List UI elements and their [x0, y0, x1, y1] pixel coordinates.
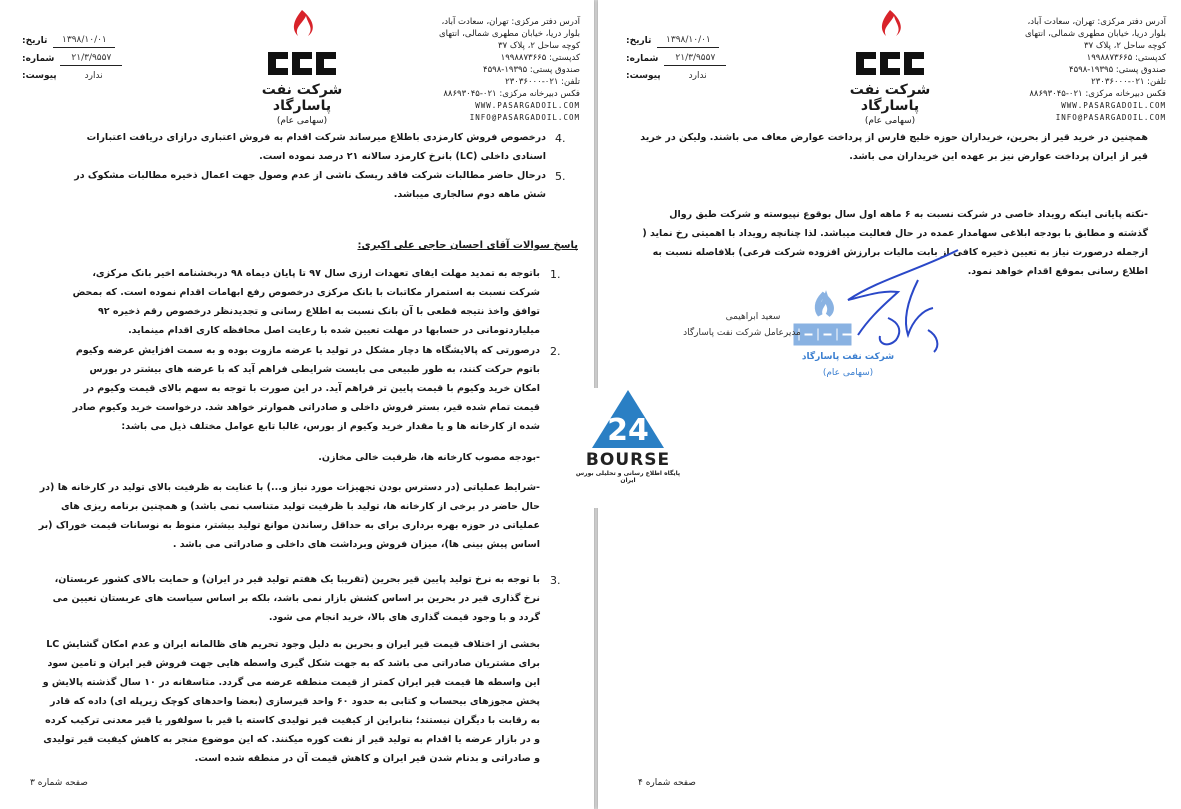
po-box: ۱۹۳۹۵-۴۵۹۸ — [483, 65, 528, 75]
postal-code-label: کدپستی: — [549, 53, 580, 63]
item-5-text: درحال حاضر مطالبات شرکت فاقد ریسک ناشی از عدم وصول جهت اعمال ذخیره مطالبات مشکوک در شش ماهه دوم سالجاری میباشد. — [74, 170, 546, 200]
email-link[interactable]: INFO@PASARGADOIL.COM — [469, 113, 580, 122]
company-logo — [820, 8, 960, 126]
question-2-text: درصورتی که پالایشگاه ها دچار مشکل در تولید یا عرضه مازوت بوده و به سمت افزایش عرضه وکیوم باتوم حرکت کنند، به طور طبیعی می بایست شرایطی فراهم آید که با عرضه های بیشتر در بورس امکان خرید وکیوم با قیمت پایین تر فراهم آید. در این صورت با توجه به سهم بالای قیمت وکیوم در قیمت تمام شده قیر، بستر فروش داخلی و صادراتی هموارتر خواهد شد. درخواست خرید وکیوم صادر شده از کارخانه ها و یا مقدار خرید وکیوم از بورس، غالبا تابع عوامل مختلف ذیل می باشد: — [72, 345, 540, 432]
address-line-1: آدرس دفتر مرکزی: تهران، سعادت آباد، — [1027, 17, 1166, 27]
item-5-number: 5. — [555, 170, 566, 183]
watermark-name: BOURSE — [585, 450, 671, 470]
fax: ۰۲۱-۸۸۶۹۳۰۴۵ — [1029, 89, 1083, 99]
attachment-value: ندارد — [84, 71, 103, 81]
postal-code-label: کدپستی: — [1135, 53, 1166, 63]
company-name: شرکت نفت پاسارگاد — [849, 82, 931, 114]
website-link[interactable]: WWW.PASARGADOIL.COM — [475, 101, 580, 110]
signer-name: سعید ابراهیمی — [725, 312, 781, 322]
page-number-3: صفحه شماره ۳ — [30, 778, 88, 788]
pasargad-flame-logo-icon — [262, 8, 342, 80]
page-number-4: صفحه شماره ۴ — [638, 778, 696, 788]
address-line-3: کوچه ساحل ۲، پلاک ۳۷ — [1084, 41, 1166, 51]
stamp-subtitle: (سهامی عام) — [822, 368, 874, 378]
number-value: ۲۱/۳/۹۵۵۷ — [60, 52, 122, 66]
question-3-continuation: بخشی از اختلاف قیمت قیر ایران و بحرین به دلیل وجود تحریم های ظالمانه ایران و عدم امکان گشایش LC برای مشتریان صادراتی می باشد که به جهت شکل گیری واسطه هایی جهت فروش قیر ایران و تامین سود این واسطه ها قیمت قیر ایران کمتر از قیمت منطقه عرضه می گردد. متاسفانه در ۱۰ سال گذشته پالایش و پخش مجوزهای بیحساب و کتابی به حدود ۶۰ واحد قیرسازی (بعضا واحدهای کوچک زیرپله ای) داده که قادر به رقابت با دیگران نیستند؛ بنابراین از کیفیت قیر تولیدی کاسته یا قیر با سولفور یا قیر معدنی ترکیب کرده و در بازار عرضه یا اقدام به تولید قیر از نفت کوره میکنند. که این موضوع منجر به کاهش کیفیت قیر تولیدی و صادراتی و بدنام شدن قیر ایران و کاهش قیمت آن در منطقه شده است. — [42, 639, 540, 764]
number-label: شماره: — [626, 53, 659, 64]
address-line-2: بلوار دریا، خیابان مطهری شمالی، انتهای — [1024, 29, 1166, 39]
paragraph-final-note: -نکته پایانی اینکه رویداد خاصی در شرکت نسبت به ۶ ماهه اول سال بوقوع نپیوسته و شرکت طبق روال گذشته و مطابق با بودجه ابلاغی سهامدار عمده در حال فعالیت میباشد. لذا چنانچه رویداد با اهمیتی رخ نماید ( ازجمله درصورت نیاز به تعیین ذخیره کافی از بابت مالیات برارزش افزوده شرکت فرعی) بلافاصله نسبت به اطلاع رسانی بموقع اقدام خواهد نمود. — [642, 209, 1148, 277]
paragraph-bahrain-duties: همچنین در خرید قیر از بحرین، خریداران حوزه خلیج فارس از پرداخت عوارض معاف می باشند. ولیکن در خرید قیر از ایران پرداخت عوارض نیز بر عهده این خریداران می باشد. — [640, 132, 1148, 162]
bullet-1: -بودجه مصوب کارخانه ها، ظرفیت خالی مخازن. — [318, 452, 540, 463]
attachment-label: پیوست: — [22, 71, 57, 81]
phone: ۰۲۱-۲۳۰۳۶۰۰۰ — [1091, 77, 1145, 87]
phone: ۰۲۱-۲۳۰۳۶۰۰۰ — [505, 77, 559, 87]
date-value: ۱۳۹۸/۱۰/۰۱ — [53, 34, 115, 48]
fax: ۰۲۱-۸۸۶۹۳۰۴۵ — [443, 89, 497, 99]
document-meta — [626, 34, 738, 83]
attachment-label: پیوست: — [626, 71, 661, 81]
watermark-tagline: پایگاه اطلاع رسانی و تحلیلی بورس ایران — [575, 470, 681, 484]
bourse24-logo-icon — [588, 388, 668, 450]
question-2-number: 2. — [550, 345, 561, 358]
signer-title: مدیرعامل شرکت نفت پاسارگاد — [683, 328, 801, 338]
phone-label: تلفن: — [1147, 77, 1166, 87]
answers-heading: پاسخ سوالات آقای احسان حاجی علی اکبری: — [357, 240, 578, 251]
po-box: ۱۹۳۹۵-۴۵۹۸ — [1069, 65, 1114, 75]
number-value: ۲۱/۳/۹۵۵۷ — [664, 52, 726, 66]
phone-label: تلفن: — [561, 77, 580, 87]
postal-code: ۱۹۹۸۸۷۳۶۶۵ — [1086, 53, 1133, 63]
attachment-value: ندارد — [688, 71, 707, 81]
date-value: ۱۳۹۸/۱۰/۰۱ — [657, 34, 719, 48]
po-box-label: صندوق پستی: — [529, 65, 580, 75]
question-3-text: با توجه به نرخ تولید پایین قیر بحرین (تقریبا یک هفتم تولید قیر در ایران) و حمایت بالای کشور عربستان، نرخ گذاری قیر در بحرین بر اساس کشش بازار نمی باشد، بلکه بر اساس سیاست های عربستان تعیین می گردد و با وجود قیمت گذاری های بالا، خرید انجام می شود. — [52, 574, 540, 623]
address-line-1: آدرس دفتر مرکزی: تهران، سعادت آباد، — [441, 17, 580, 27]
address-line-3: کوچه ساحل ۲، پلاک ۳۷ — [498, 41, 580, 51]
page-4 — [598, 0, 1181, 809]
number-label: شماره: — [22, 53, 55, 64]
document-meta — [22, 34, 134, 83]
address-line-2: بلوار دریا، خیابان مطهری شمالی، انتهای — [438, 29, 580, 39]
stamp-company-name: شرکت نفت پاسارگاد — [801, 352, 895, 362]
company-address — [410, 16, 580, 124]
item-4-number: 4. — [555, 132, 566, 145]
fax-label: فکس دبیرخانه مرکزی: — [499, 89, 580, 99]
item-4-text: درخصوص فروش کارمزدی باطلاع میرساند شرکت اقدام به فروش اعتباری درازای دریافت اعتبارات اسنادی داخلی (LC) بانرخ کارمزد سالانه ۲۱ درصد نموده است. — [86, 132, 546, 162]
company-name: شرکت نفت پاسارگاد — [261, 82, 343, 114]
svg-text:24: 24 — [607, 413, 649, 448]
company-address — [998, 16, 1166, 124]
postal-code: ۱۹۹۸۸۷۳۶۶۵ — [500, 53, 547, 63]
question-3-number: 3. — [550, 574, 561, 587]
fax-label: فکس دبیرخانه مرکزی: — [1085, 89, 1166, 99]
question-1-text: باتوجه به تمدید مهلت ایفای تعهدات ارزی سال ۹۷ تا پایان دیماه ۹۸ دربخشنامه اخیر بانک مرکزی، شرکت نسبت به استمرار مکاتبات با بانک مرکزی درخصوص رفع ابهامات اقدام نموده است. که بمحض توافق واخذ نتیجه قطعی با آن بانک نسبت به اطلاع رسانی و تجدیدنظر درخصوص رقم ذخیره ۹۲ میلیاردتومانی در حسابها در مهلت تعیین شده با رعایت اصل محافظه کاری اقدام مینماید. — [72, 268, 540, 336]
company-subtitle: (سهامی عام) — [864, 116, 916, 126]
date-label: تاریخ: — [22, 35, 48, 46]
website-link[interactable]: WWW.PASARGADOIL.COM — [1061, 101, 1166, 110]
email-link[interactable]: INFO@PASARGADOIL.COM — [1055, 113, 1166, 122]
company-logo — [232, 8, 372, 126]
company-subtitle: (سهامی عام) — [276, 116, 328, 126]
bourse24-watermark — [573, 388, 683, 508]
question-1-number: 1. — [550, 268, 561, 281]
po-box-label: صندوق پستی: — [1115, 65, 1166, 75]
pasargad-flame-logo-icon — [850, 8, 930, 80]
date-label: تاریخ: — [626, 35, 652, 46]
bullet-2: -شرایط عملیاتی (در دسترس بودن تجهیزات مورد نیاز و...) با عنایت به ظرفیت بالای تولید در کارخانه ها (در حال حاضر در برخی از کارخانه ها، تولید با ظرفیت تولید متناسب نمی باشد) و همچنین برنامه ریزی های عملیاتی در حوزه بهره برداری برای به حداقل رساندن موانع تولید بیشتر، منوط به نوسانات قیمت خوراک (بر اساس پیش بینی ها)، میزان فروش وبرداشت های داخلی و صادراتی می باشد . — [38, 482, 540, 550]
